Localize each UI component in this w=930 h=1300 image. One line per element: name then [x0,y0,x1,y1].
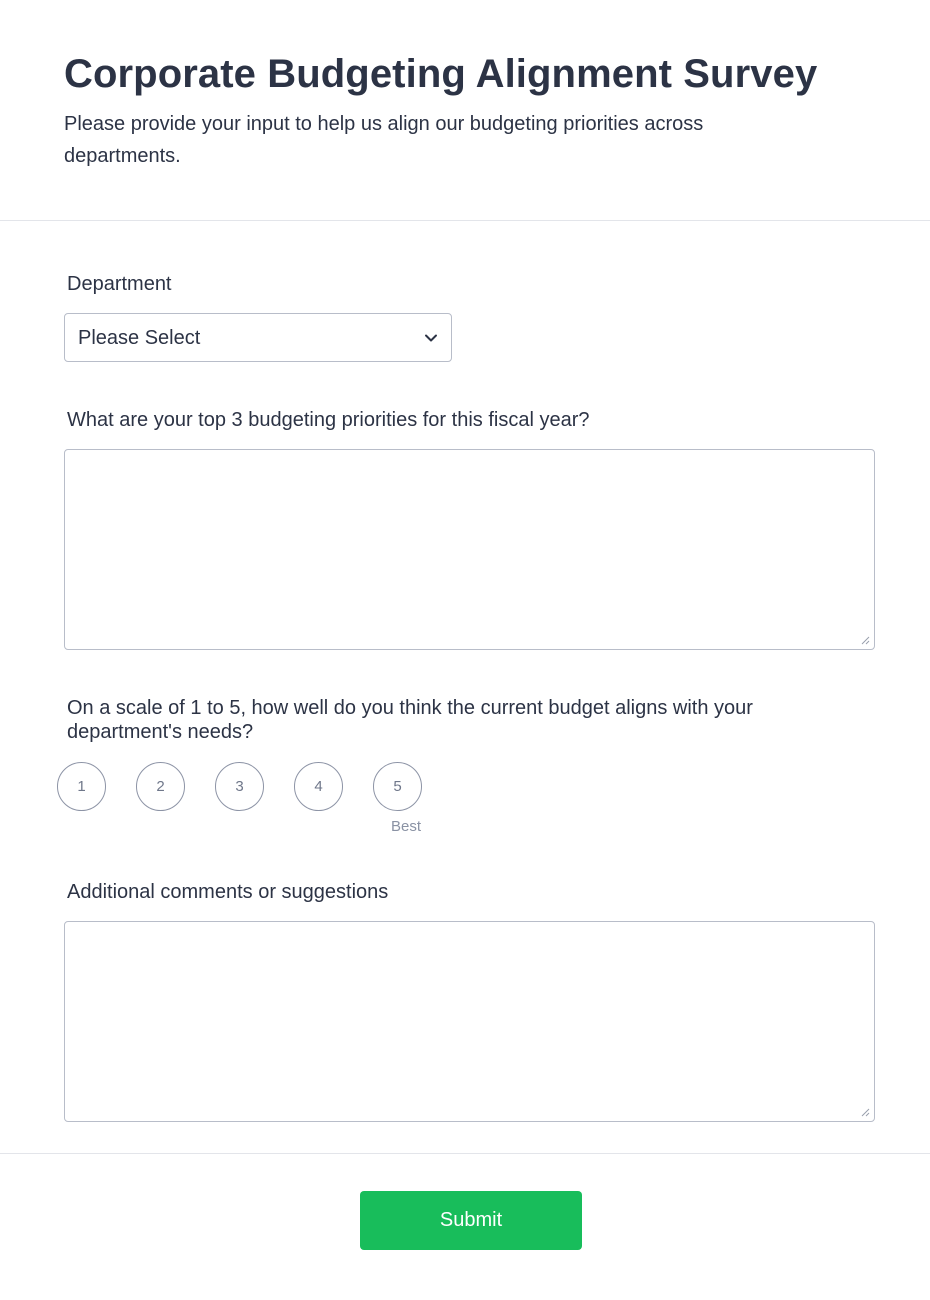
priorities-label: What are your top 3 budgeting priorities for this fiscal year? [67,409,590,431]
department-select[interactable] [64,313,452,362]
rating-option-2[interactable]: 2 [136,762,185,811]
comments-label: Additional comments or suggestions [67,881,389,903]
priorities-textarea[interactable] [64,449,875,650]
footer-divider [0,1153,930,1154]
rating-option-3[interactable]: 3 [215,762,264,811]
form-header [0,0,930,221]
rating-label: On a scale of 1 to 5, how well do you think the current budget aligns with your department's needs? [67,697,753,743]
page-subtitle: Please provide your input to help us align our budgeting priorities across departments. [64,113,704,167]
rating-option-5[interactable]: 5 [373,762,422,811]
rating-option-1[interactable]: 1 [57,762,106,811]
department-label: Department [67,273,172,295]
submit-button[interactable]: Submit [360,1191,582,1250]
rating-max-label: Best [391,818,422,835]
resize-grip-icon[interactable] [860,635,870,645]
page-title: Corporate Budgeting Alignment Survey [64,52,818,96]
comments-textarea[interactable] [64,921,875,1122]
department-select-value: Please Select [78,327,201,349]
rating-option-4[interactable]: 4 [294,762,343,811]
resize-grip-icon[interactable] [860,1107,870,1117]
chevron-down-icon [424,331,438,345]
